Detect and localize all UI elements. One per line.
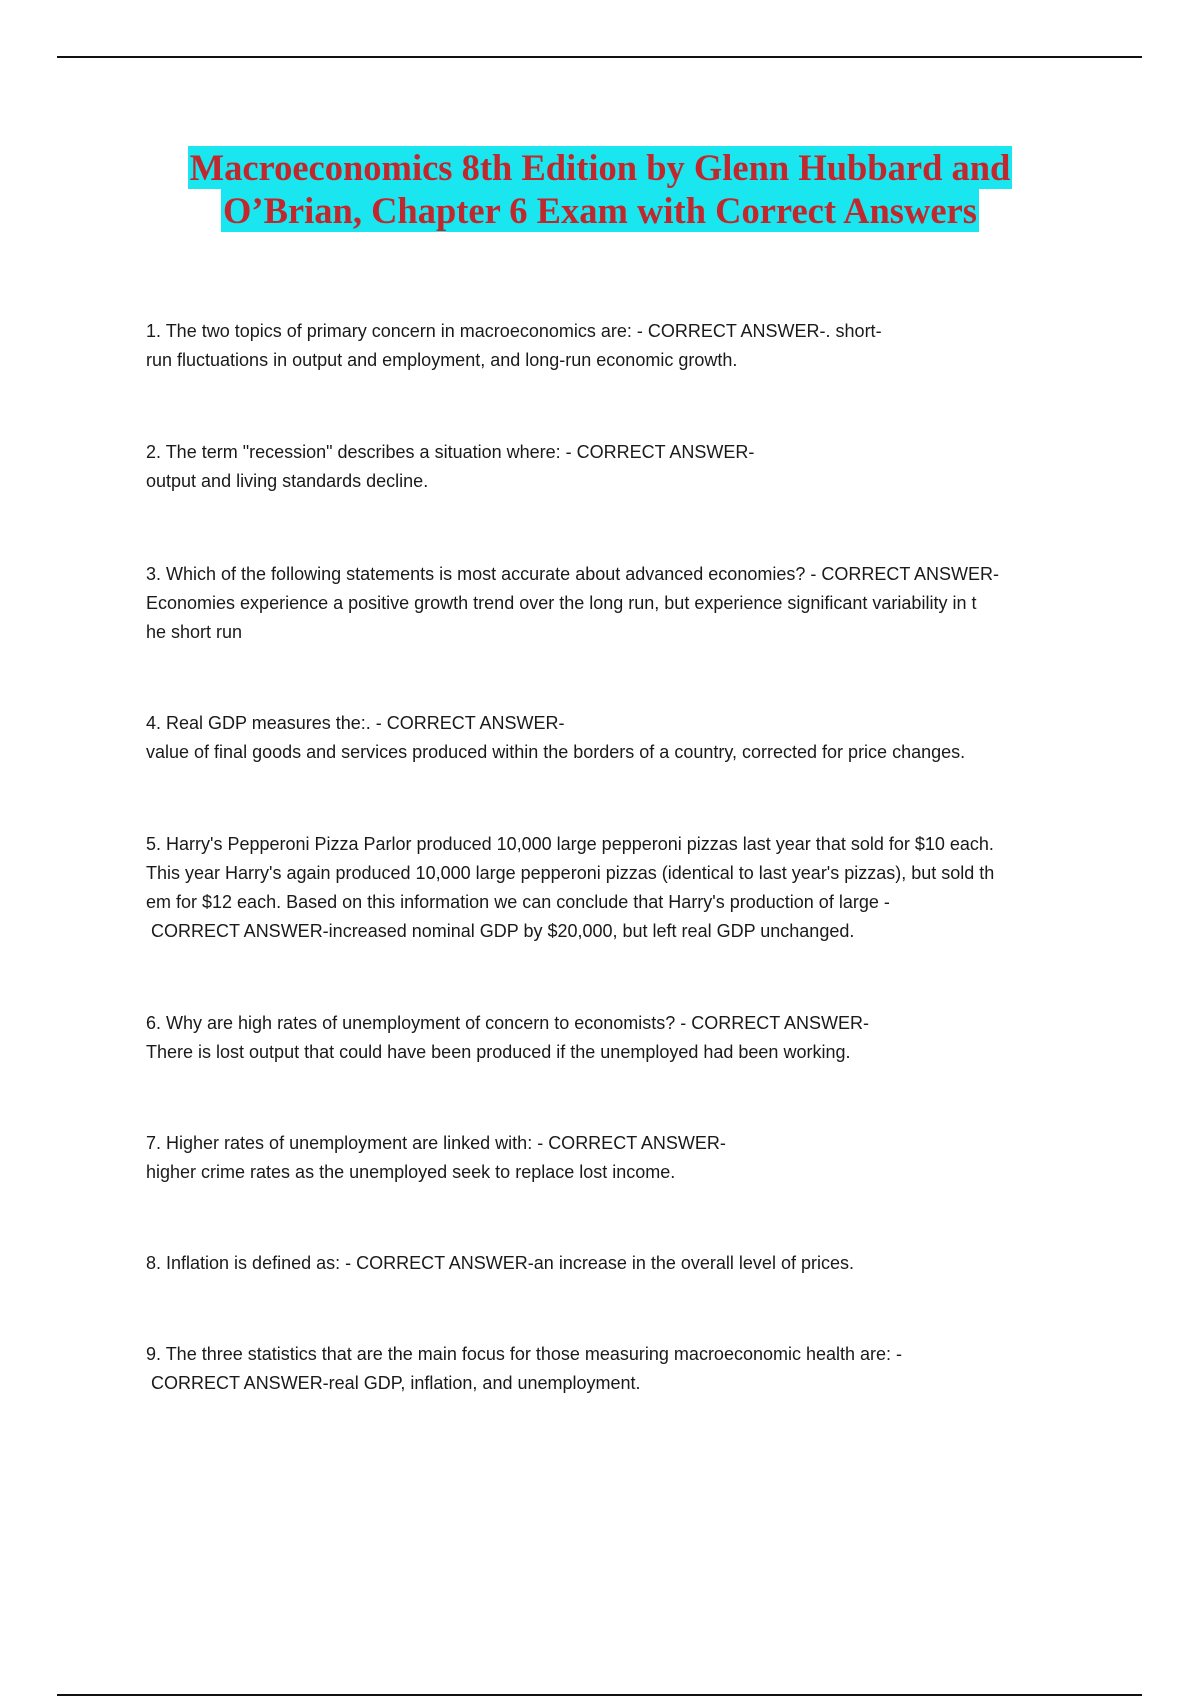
title-line-2: O’Brian, Chapter 6 Exam with Correct Answers bbox=[223, 190, 977, 231]
question-2-line-2: output and living standards decline. bbox=[146, 471, 429, 491]
bottom-rule bbox=[57, 1694, 1142, 1696]
question-2 bbox=[146, 438, 1106, 496]
question-5-line-3: em for $12 each. Based on this information we can conclude that Harry's production of large - bbox=[146, 892, 890, 912]
document-title bbox=[0, 146, 1200, 232]
question-4-line-2: value of final goods and services produced within the borders of a country, corrected for price changes. bbox=[146, 742, 966, 762]
question-9-line-2: CORRECT ANSWER-real GDP, inflation, and unemployment. bbox=[146, 1373, 641, 1393]
question-9-line-1: 9. The three statistics that are the main focus for those measuring macroeconomic health are: - bbox=[146, 1344, 903, 1364]
question-6 bbox=[146, 1009, 1106, 1067]
question-2-line-1: 2. The term "recession" describes a situation where: - CORRECT ANSWER- bbox=[146, 442, 755, 462]
question-3-line-2: Economies experience a positive growth trend over the long run, but experience significant variability in t bbox=[146, 593, 977, 613]
question-4-line-1: 4. Real GDP measures the:. - CORRECT ANSWER- bbox=[146, 713, 565, 733]
question-8 bbox=[146, 1249, 1106, 1278]
question-7 bbox=[146, 1129, 1106, 1187]
question-3 bbox=[146, 560, 1106, 647]
question-7-line-1: 7. Higher rates of unemployment are linked with: - CORRECT ANSWER- bbox=[146, 1133, 726, 1153]
question-1-line-1: 1. The two topics of primary concern in macroeconomics are: - CORRECT ANSWER-. short- bbox=[146, 321, 882, 341]
question-3-line-1: 3. Which of the following statements is most accurate about advanced economies? - CORRECT ANSWER- bbox=[146, 564, 1000, 584]
question-6-line-1: 6. Why are high rates of unemployment of concern to economists? - CORRECT ANSWER- bbox=[146, 1013, 869, 1033]
top-rule bbox=[57, 56, 1142, 58]
question-9 bbox=[146, 1340, 1106, 1398]
question-6-line-2: There is lost output that could have been produced if the unemployed had been working. bbox=[146, 1042, 851, 1062]
question-4 bbox=[146, 709, 1106, 767]
question-8-line-1: 8. Inflation is defined as: - CORRECT ANSWER-an increase in the overall level of prices. bbox=[146, 1253, 854, 1273]
title-line-1: Macroeconomics 8th Edition by Glenn Hubbard and bbox=[189, 147, 1011, 188]
question-5 bbox=[146, 830, 1106, 946]
question-3-line-3: he short run bbox=[146, 622, 243, 642]
question-7-line-2: higher crime rates as the unemployed seek to replace lost income. bbox=[146, 1162, 676, 1182]
question-5-line-1: 5. Harry's Pepperoni Pizza Parlor produced 10,000 large pepperoni pizzas last year that sold for $10 each. bbox=[146, 834, 994, 854]
question-5-line-2: This year Harry's again produced 10,000 large pepperoni pizzas (identical to last year's pizzas), but sold th bbox=[146, 863, 995, 883]
question-1 bbox=[146, 317, 1106, 375]
question-1-line-2: run fluctuations in output and employment, and long-run economic growth. bbox=[146, 350, 738, 370]
question-5-line-4: CORRECT ANSWER-increased nominal GDP by $20,000, but left real GDP unchanged. bbox=[146, 921, 855, 941]
